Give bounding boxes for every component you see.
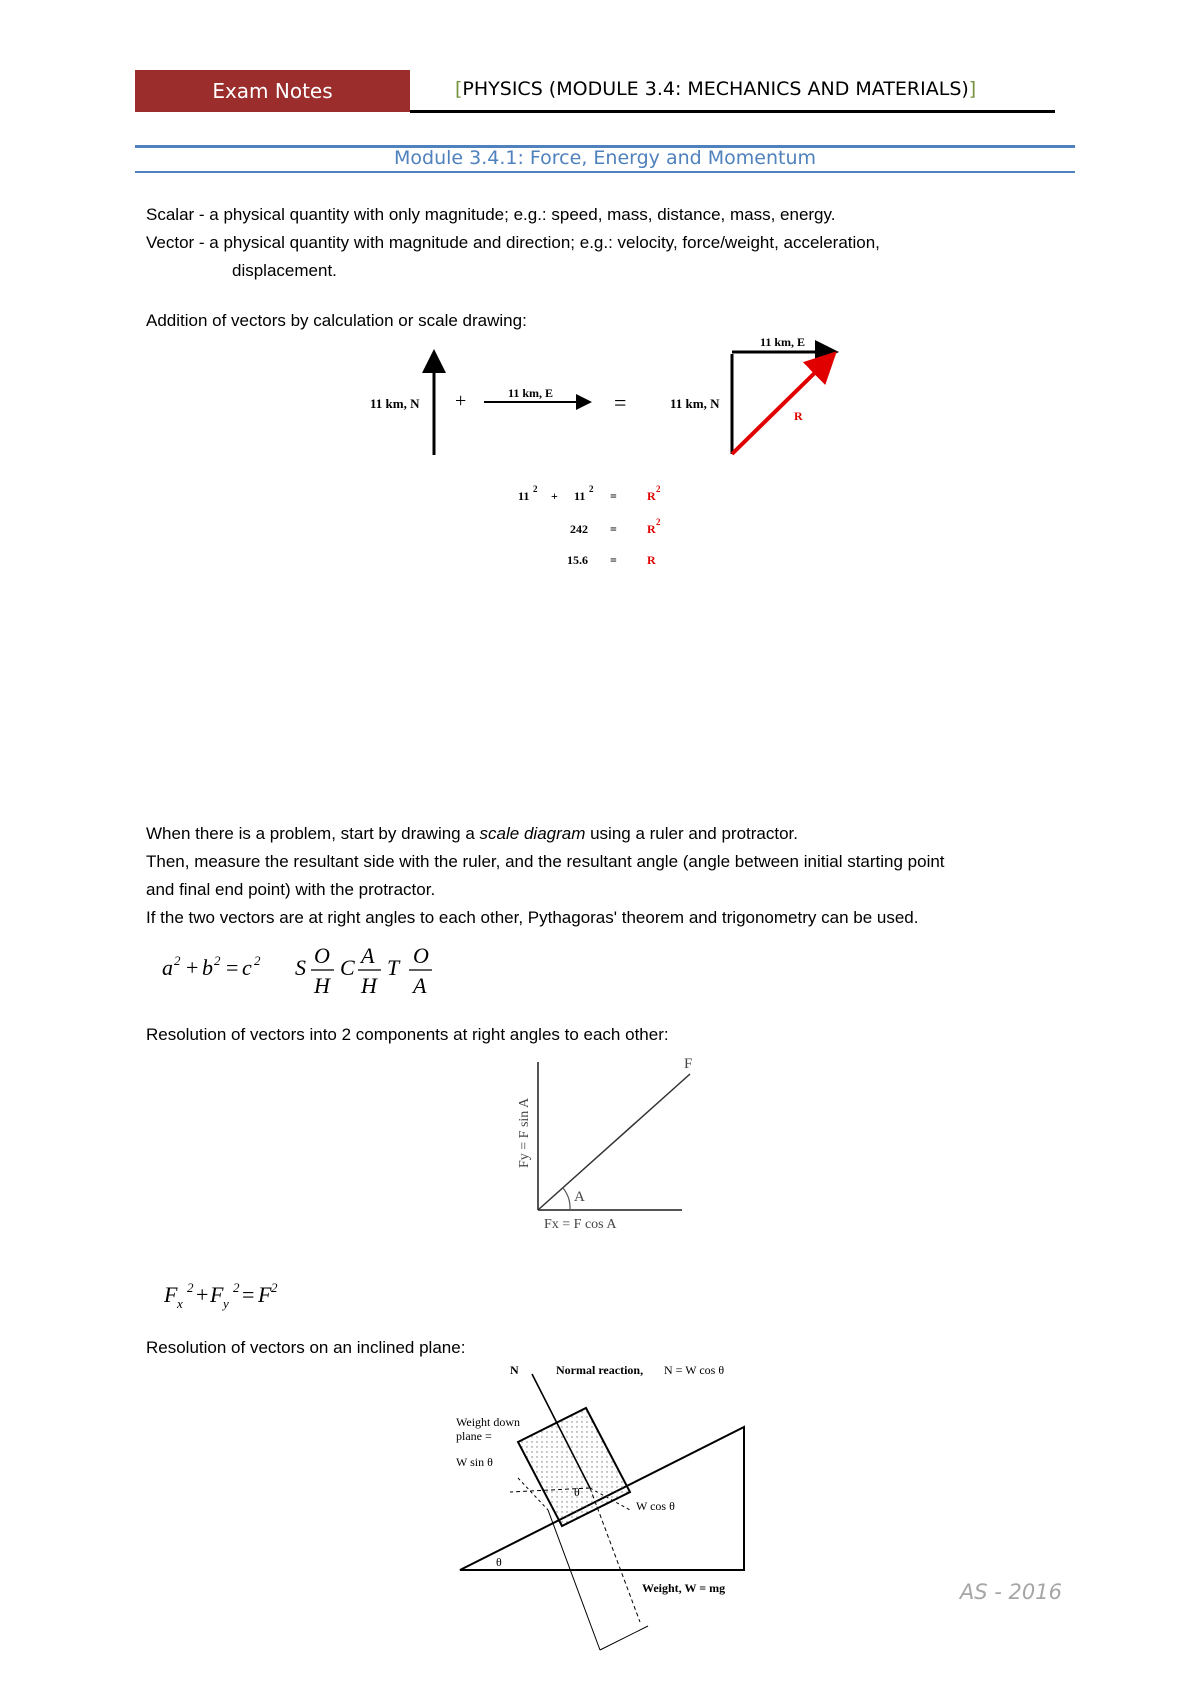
label-normal-eq: N = W cos θ (664, 1363, 725, 1377)
toa-a: A (413, 973, 427, 998)
comp-f-exp: 2 (271, 1280, 278, 1295)
paragraph-line2: Then, measure the resultant side with the ruler, and the resultant angle (angle between initial starting point (146, 852, 945, 871)
label-normal: Normal reaction, (556, 1363, 644, 1377)
formula-eq: = (226, 955, 239, 980)
header-title-text: PHYSICS (MODULE 3.4: MECHANICS AND MATERIALS) (462, 78, 969, 100)
calc-row1-b-exp: 2 (589, 484, 594, 494)
label-weight: Weight, W = mg (642, 1581, 726, 1595)
label-wcos: W cos θ (636, 1499, 675, 1513)
label-fx: Fx = F cos A (544, 1217, 617, 1232)
calc-row1-r: R (647, 489, 656, 503)
label-wsin: W sin θ (456, 1455, 493, 1469)
comp-eq: = (242, 1282, 255, 1307)
comp-fy: F (210, 1282, 224, 1307)
calc-row2-a: 242 (570, 522, 588, 536)
module-title: Module 3.4.1: Force, Energy and Momentum (394, 147, 816, 169)
formula-c: c (242, 955, 252, 980)
scalar-definition: Scalar - a physical quantity with only magnitude; e.g.: speed, mass, distance, mass, energy. (146, 205, 836, 224)
header-bracket-close: ] (968, 78, 977, 100)
comp-plus: + (196, 1282, 209, 1307)
calc-row3-r: R (647, 553, 656, 567)
weight-dashed (590, 1488, 640, 1622)
inclined-heading: Resolution of vectors on an inclined plane: (146, 1338, 466, 1357)
force-vector-line (538, 1074, 690, 1210)
result-north-label: 11 km, N (670, 396, 720, 411)
toa-t: T (387, 955, 400, 980)
cah-a: A (361, 943, 375, 968)
formula-c-exp: 2 (254, 953, 261, 968)
comp-f: F (258, 1282, 272, 1307)
calc-row3-a: 15.6 (567, 553, 588, 567)
calc-row3-eq: = (610, 553, 617, 567)
label-theta-box: θ (574, 1485, 580, 1499)
result-east-label: 11 km, E (760, 335, 806, 349)
formula-a: a (162, 955, 173, 980)
calc-row1-b: 11 (574, 489, 586, 503)
paragraph-line1 (146, 820, 798, 848)
north-vector-label: 11 km, N (370, 396, 420, 411)
soh-o: O (314, 943, 330, 968)
weight-base (600, 1626, 648, 1650)
equals-sign: = (614, 390, 627, 415)
soh-h: H (314, 973, 330, 998)
paragraph-line1-post: using a ruler and protractor. (585, 824, 798, 843)
vector-definition-line1: Vector - a physical quantity with magnitude and direction; e.g.: velocity, force/weight, acceleration, (146, 233, 880, 252)
calc-row1-a: 11 (518, 489, 530, 503)
vector-definition-line2: displacement. (232, 261, 337, 280)
addition-heading: Addition of vectors by calculation or scale drawing: (146, 311, 527, 330)
calc-row1-a-exp: 2 (533, 484, 538, 494)
pythagoras-sohcahtoa-formulas (150, 935, 480, 1005)
resultant-arrow (732, 354, 834, 454)
paragraph-line4: If the two vectors are at right angles to each other, Pythagoras' theorem and trigonometry can be used. (146, 908, 919, 927)
comp-fy-exp: 2 (233, 1280, 240, 1295)
cah-h: H (361, 973, 377, 998)
paragraph-line1-pre: When there is a problem, start by drawing a (146, 824, 480, 843)
soh-s: S (295, 955, 306, 980)
resolution-diagram (500, 1050, 700, 1240)
resolution-heading: Resolution of vectors into 2 components at right angles to each other: (146, 1025, 669, 1044)
resultant-label: R (794, 409, 803, 423)
formula-b: b (202, 955, 213, 980)
label-theta-base: θ (496, 1555, 502, 1569)
formula-b-exp: 2 (214, 953, 221, 968)
calc-row2-r: R (647, 522, 656, 536)
calc-row1-op: + (551, 489, 558, 503)
comp-fx: F (164, 1282, 178, 1307)
toa-o: O (413, 943, 429, 968)
comp-sub-x: x (177, 1296, 183, 1311)
components-formula (150, 1268, 350, 1318)
comp-fx-exp: 2 (187, 1280, 194, 1295)
plus-sign: + (455, 390, 467, 412)
calc-row2-eq: = (610, 522, 617, 536)
header-label: Exam Notes (212, 79, 333, 103)
calc-row1-eq: = (610, 489, 617, 503)
paragraph-line1-emphasis: scale diagram (479, 824, 586, 843)
footer-text: AS - 2016 (959, 1580, 1062, 1604)
cah-c: C (340, 955, 355, 980)
formula-plus: + (186, 955, 199, 980)
formula-a-exp: 2 (174, 953, 181, 968)
label-fy: Fy = F sin A (517, 1097, 532, 1168)
east-vector-label: 11 km, E (508, 386, 554, 400)
header-bracket-open: [ (455, 78, 463, 100)
paragraph-line3: and final end point) with the protractor. (146, 880, 436, 899)
label-weight-down-2: plane = (456, 1429, 492, 1443)
inclined-plane-diagram (440, 1360, 770, 1660)
label-n: N (510, 1363, 519, 1377)
angle-arc (563, 1188, 570, 1210)
block (518, 1408, 630, 1526)
label-f: F (684, 1056, 693, 1072)
calc-row2-r-exp: 2 (656, 517, 661, 527)
label-angle: A (574, 1189, 585, 1205)
label-weight-down-1: Weight down (456, 1415, 521, 1429)
weight-line (548, 1510, 600, 1650)
calc-row1-r-exp: 2 (656, 484, 661, 494)
comp-sub-y: y (223, 1296, 229, 1311)
